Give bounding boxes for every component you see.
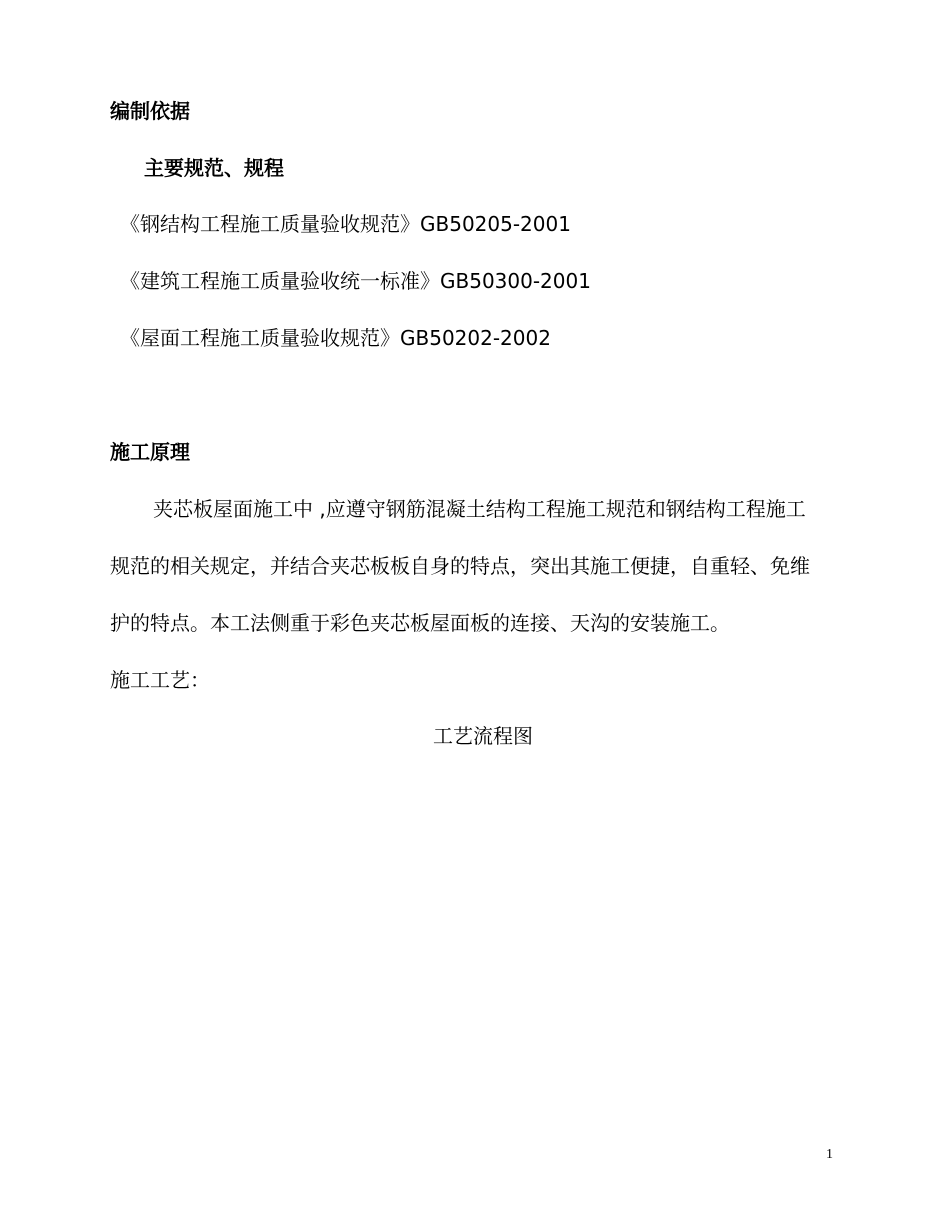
standard-item: 《建筑工程施工质量验收统一标准》GB50300-2001 xyxy=(120,269,591,293)
subheading-standards: 主要规范、规程 xyxy=(144,156,284,180)
page-number: 1 xyxy=(826,1147,833,1162)
standard-item: 《屋面工程施工质量验收规范》GB50202-2002 xyxy=(120,326,551,350)
paragraph-line: 夹芯板屋面施工中 ,应遵守钢筋混凝土结构工程施工规范和钢结构工程施工 xyxy=(153,497,806,521)
paragraph-line: 护的特点。本工法侧重于彩色夹芯板屋面板的连接、天沟的安装施工。 xyxy=(110,611,730,635)
process-label: 施工工艺： xyxy=(110,668,210,692)
standard-item: 《钢结构工程施工质量验收规范》GB50205-2001 xyxy=(120,212,571,236)
paragraph-line: 规范的相关规定，并结合夹芯板板自身的特点，突出其施工便捷，自重轻、免维 xyxy=(110,554,810,578)
figure-caption: 工艺流程图 xyxy=(433,724,533,748)
section-heading-basis: 编制依据 xyxy=(110,99,190,123)
section-heading-principle: 施工原理 xyxy=(110,440,190,464)
